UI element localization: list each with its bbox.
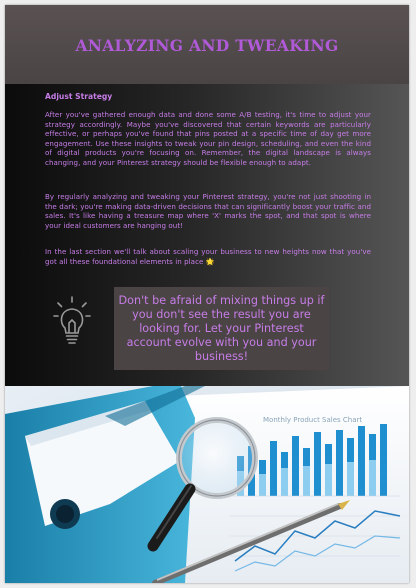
page-header (5, 5, 409, 84)
page-title: ANALYZING AND TWEAKING (75, 36, 339, 55)
content-section (5, 84, 409, 386)
paragraph-2: By regularly analyzing and tweaking your Pinterest strategy, you're not just shooting in the dark; you're making data-driven decisions that can significantly boost your traffic and sales. It's like having a treasure map where 'X' marks the spot, and that spot is where your ideal customers are hanging out! (45, 192, 371, 230)
section-subheading: Adjust Strategy (45, 92, 113, 101)
sales-chart-photo (5, 386, 409, 583)
sparkle-emoji: 🌟 (205, 256, 215, 266)
paragraph-3 (45, 247, 371, 266)
paragraph-1: After you've gathered enough data and done some A/B testing, it's time to adjust your strategy accordingly. Maybe you've discovered that certain keywords are particularly effective, or perhaps you've found that pins posted at a specific time of day get more engagement. Use these insights to tweak your pin design, scheduling, and even the kind of digital products you're focusing on. Remember, the digital landscape is always changing, and your Pinterest strategy should be flexible enough to adapt. (45, 110, 371, 167)
lightbulb-icon (53, 295, 91, 347)
paragraph-3-text: In the last section we'll talk about scaling your business to new heights now that you've got all these foundational elements in place (45, 247, 371, 266)
callout-quote: Don't be afraid of mixing things up if you don't see the result you are looking for. Let your Pinterest account evolve with you and your business! (114, 287, 329, 370)
ebook-page (5, 5, 409, 583)
chart-caption: Monthly Product Sales Chart (263, 416, 363, 424)
